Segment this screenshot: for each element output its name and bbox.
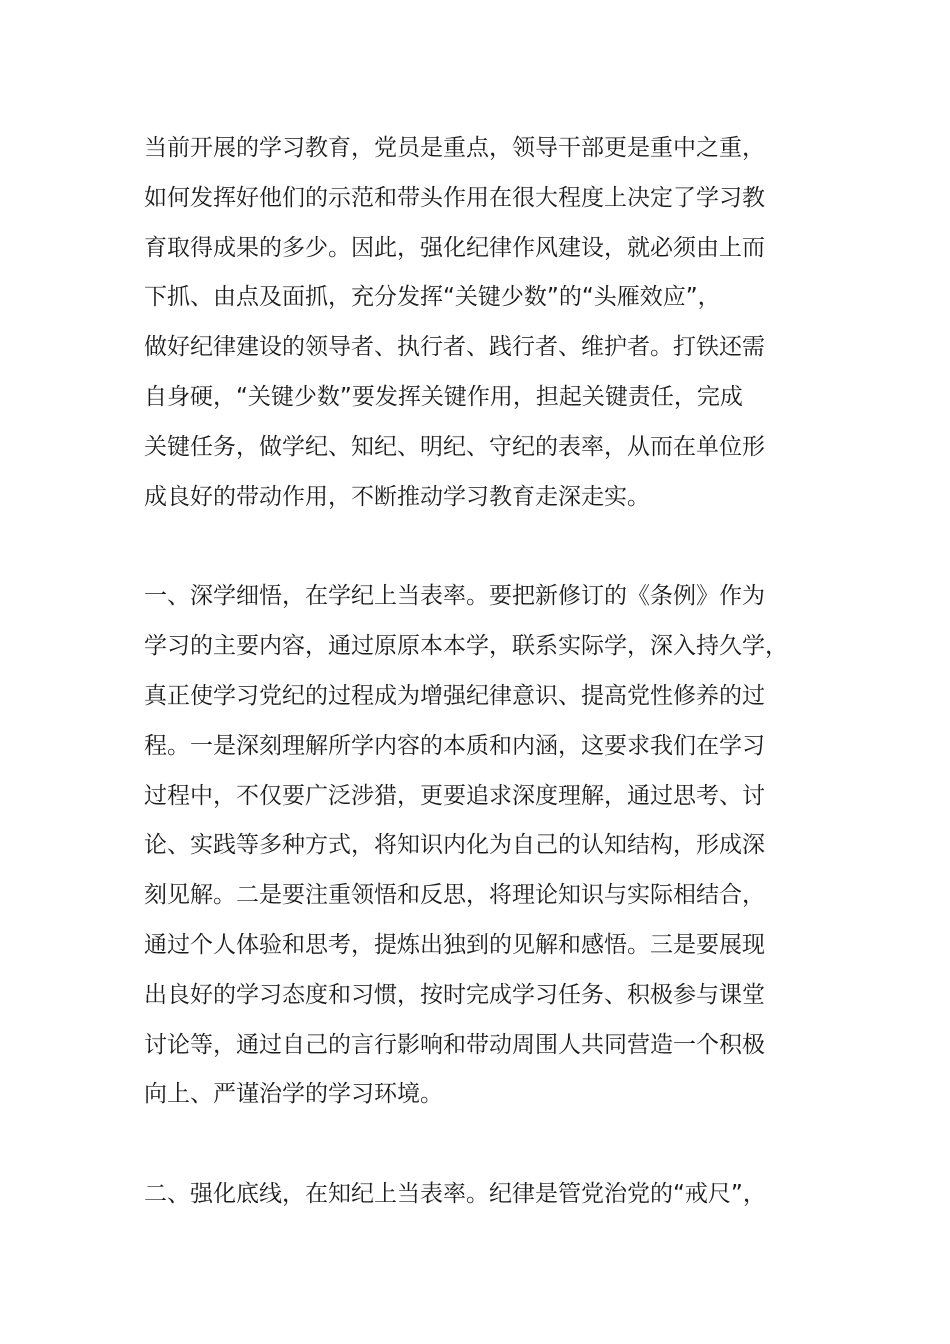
text-line: 下抓、由点及面抓，充分发挥“关键少数”的“头雁效应”， <box>144 284 721 311</box>
paragraph-spacer <box>144 1120 824 1170</box>
paragraph-section-two <box>144 1170 824 1220</box>
text-line: 成良好的带动作用，不断推动学习教育走深走实。 <box>144 483 650 510</box>
text-line: 通过个人体验和思考，提炼出独到的见解和感悟。三是要展现 <box>144 931 765 958</box>
text-line: 学习的主要内容，通过原原本本学，联系实际学，深入持久学， <box>144 633 788 660</box>
text-line: 自身硬，“关键少数”要发挥关键作用，担起关键责任，完成 <box>144 383 743 410</box>
text-line: 出良好的学习态度和习惯，按时完成学习任务、积极参与课堂 <box>144 981 765 1008</box>
document-body <box>144 124 824 1220</box>
text-line: 真正使学习党纪的过程成为增强纪律意识、提高党性修养的过 <box>144 682 765 709</box>
paragraph-spacer <box>144 522 824 572</box>
paragraph-intro <box>144 124 824 522</box>
text-line: 做好纪律建设的领导者、执行者、践行者、维护者。打铁还需 <box>144 334 765 361</box>
text-line: 一、深学细悟，在学纪上当表率。要把新修订的《条例》作为 <box>144 583 765 610</box>
text-line: 当前开展的学习教育，党员是重点，领导干部更是重中之重， <box>144 135 765 161</box>
text-line: 刻见解。二是要注重领悟和反思，将理论知识与实际相结合， <box>144 882 765 909</box>
text-line: 向上、严谨治学的学习环境。 <box>144 1081 443 1108</box>
text-line: 育取得成果的多少。因此，强化纪律作风建设，就必须由上而 <box>144 234 765 261</box>
text-line: 过程中，不仅要广泛涉猎，更要追求深度理解，通过思考、讨 <box>144 782 765 809</box>
text-line: 程。一是深刻理解所学内容的本质和内涵，这要求我们在学习 <box>144 732 765 759</box>
text-line: 二、强化底线，在知纪上当表率。纪律是管党治党的“戒尺”， <box>144 1181 766 1208</box>
text-line: 讨论等，通过自己的言行影响和带动周围人共同营造一个积极 <box>144 1031 765 1058</box>
text-line: 论、实践等多种方式，将知识内化为自己的认知结构，形成深 <box>144 832 765 859</box>
text-line: 关键任务，做学纪、知纪、明纪、守纪的表率，从而在单位形 <box>144 433 765 460</box>
paragraph-section-one <box>144 572 824 1120</box>
text-line: 如何发挥好他们的示范和带头作用在很大程度上决定了学习教 <box>144 184 765 211</box>
